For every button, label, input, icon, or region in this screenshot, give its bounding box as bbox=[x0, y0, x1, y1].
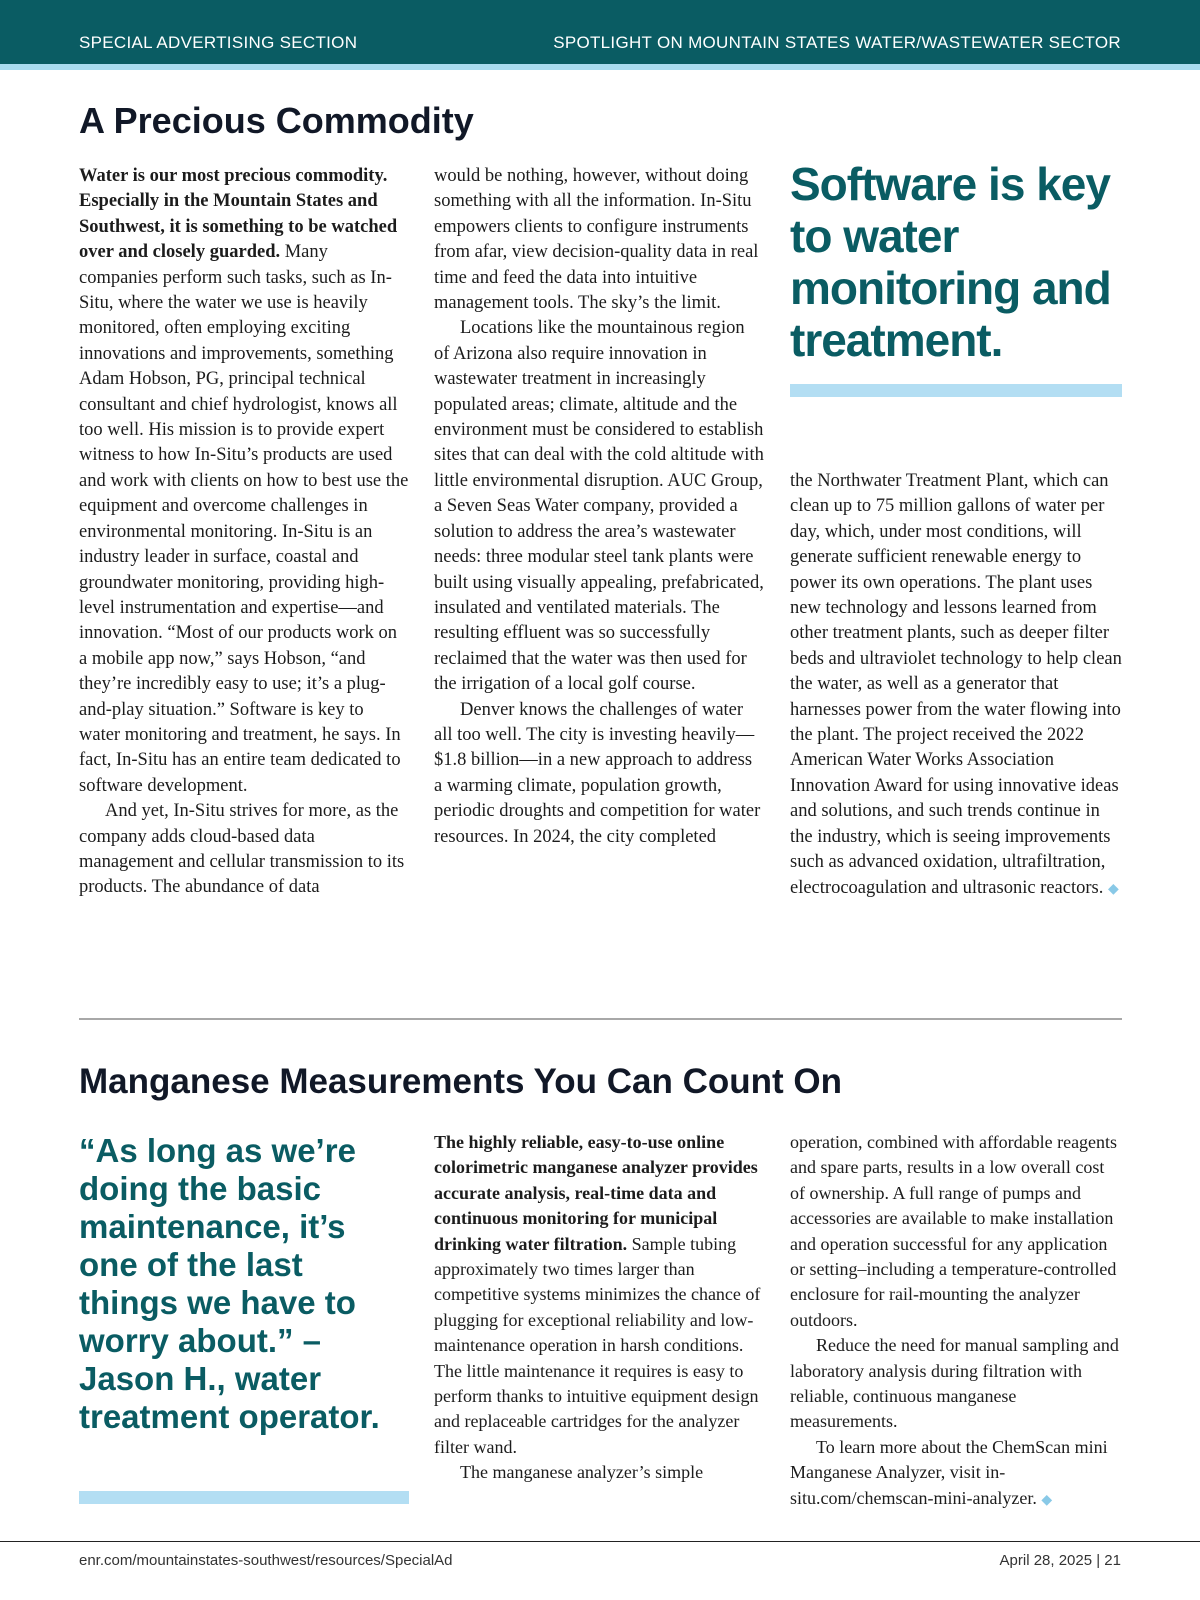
testimonial-quote: “As long as we’re doing the basic maintenance, it’s one of the last things we have to worry about.” –Jason H., water treatment operator. bbox=[79, 1132, 380, 1435]
article1-column-2 bbox=[434, 164, 764, 850]
pull-quote: Software is key to water monitoring and treatment. bbox=[790, 158, 1111, 366]
footer-url[interactable]: enr.com/mountainstates-southwest/resources/SpecialAd bbox=[79, 1552, 453, 1569]
article1-lead-text: Many companies perform such tasks, such as In-Situ, where the water we use is heavily monitored, often employing exciting innovations and improvements, something Adam Hobson, PG, principal technical consultant and chief hydrologist, knows all too well. His mission is to provide expert witness to how In-Situ’s products are used and work with clients on how to best use the equipment and overcome challenges in environmental monitoring. In-Situ is an industry leader in surface, coastal and groundwater monitoring, providing high-level instrumentation and expertise—and innovation. “Most of our products work on a mobile app now,” says Hobson, “and they’re incredibly easy to use; it’s a plug-and-play situation.” Software is key to water monitoring and treatment, he says. In fact, In-Situ has an entire team dedicated to software development. bbox=[79, 242, 409, 796]
article2-lead-text: Sample tubing approximately two times larger than competitive systems minimizes the chance of plugging for exceptional reliability and low-maintenance operation in harsh conditions. The little maintenance it requires is easy to perform thanks to intuitive equipment design and replaceable cartridges for the analyzer filter wand. bbox=[434, 1233, 761, 1457]
article2-para3: Reduce the need for manual sampling and laboratory analysis during filtration with reliable, continuous manganese measurements. bbox=[790, 1335, 1119, 1432]
article1-para4: Denver knows the challenges of water all too well. The city is investing heavily—$1.8 billion—in a new approach to address a warming climate, population growth, periodic droughts and competition for water resources. In 2024, the city completed bbox=[434, 699, 761, 847]
footer-date-page: April 28, 2025 | 21 bbox=[999, 1552, 1121, 1569]
article1-para2-cont: would be nothing, however, without doing something with all the information. In-Situ empowers clients to configure instruments from afar, view decision-quality data in real time and feed the data into intuitive management tools. The sky’s the limit. bbox=[434, 166, 759, 314]
article2-para4: To learn more about the ChemScan mini Manganese Analyzer, visit in-situ.com/chemscan-mini-analyzer. bbox=[790, 1436, 1108, 1508]
footer-rule bbox=[0, 1541, 1200, 1542]
article1-column-1 bbox=[79, 164, 409, 901]
article1-para4-cont: the Northwater Treatment Plant, which can clean up to 75 million gallons of water per day, which, under most conditions, will generate sufficient renewable energy to power its own operations. The plant uses new technology and lessons learned from other treatment plants, such as deeper filter beds and ultraviolet technology to help clean the water, as well as a generator that harnesses power from the water flowing into the plant. The project received the 2022 American Water Works Association Innovation Award for using innovative ideas and solutions, and such trends continue in the industry, which is seeing improvements such as advanced oxidation, ultrafiltration, electrocoagulation and ultrasonic reactors. bbox=[790, 471, 1122, 898]
spotlight-label: SPOTLIGHT ON MOUNTAIN STATES WATER/WASTEWATER SECTOR bbox=[553, 33, 1121, 52]
article2-column-1 bbox=[434, 1130, 764, 1486]
end-diamond-icon: ◆ bbox=[1107, 881, 1119, 897]
article2-title: Manganese Measurements You Can Count On bbox=[79, 1062, 843, 1101]
article2-para2: The manganese analyzer’s simple bbox=[460, 1462, 704, 1483]
article2-lead-bold: The highly reliable, easy-to-use online colorimetric manganese analyzer provides accurate analysis, real-time data and continuous monitoring for municipal drinking water filtration. bbox=[434, 1132, 758, 1254]
pull-quote-bar bbox=[790, 384, 1122, 397]
article1-column-3 bbox=[790, 469, 1122, 902]
article2-column-2 bbox=[790, 1130, 1122, 1513]
article1-para3: Locations like the mountainous region of Arizona also require innovation in wastewater treatment in increasingly populated areas; climate, altitude and the environment must be considered to establish sites that can deal with the cold altitude with little environmental disruption. AUC Group, a Seven Seas Water company, provided a solution to address the area’s wastewater needs: three modular steel tank plants were built using visually appealing, prefabricated, insulated and ventilated materials. The resulting effluent was so successfully reclaimed that the water was then used for the irrigation of a local golf course. bbox=[434, 318, 764, 695]
section-label: SPECIAL ADVERTISING SECTION bbox=[79, 33, 358, 52]
end-diamond-icon-2: ◆ bbox=[1041, 1492, 1053, 1508]
article1-title: A Precious Commodity bbox=[79, 100, 474, 141]
article1-lead-bold: Water is our most precious commodity. Especially in the Mountain States and Southwest, it is something to be watched over and closely guarded. bbox=[79, 166, 398, 263]
section-divider bbox=[79, 1018, 1122, 1020]
quote-bar bbox=[79, 1491, 409, 1504]
article1-para2: And yet, In-Situ strives for more, as the company adds cloud-based data management and cellular transmission to its products. The abundance of data bbox=[79, 801, 405, 898]
header-bar bbox=[0, 0, 1200, 64]
article2-para2-cont: operation, combined with affordable reagents and spare parts, results in a low overall cost of ownership. A full range of pumps and accessories are available to make installation and operation successful for any application or setting–including a temperature-controlled enclosure for rail-mounting the analyzer outdoors. bbox=[790, 1132, 1118, 1330]
header-stripe bbox=[0, 64, 1200, 70]
